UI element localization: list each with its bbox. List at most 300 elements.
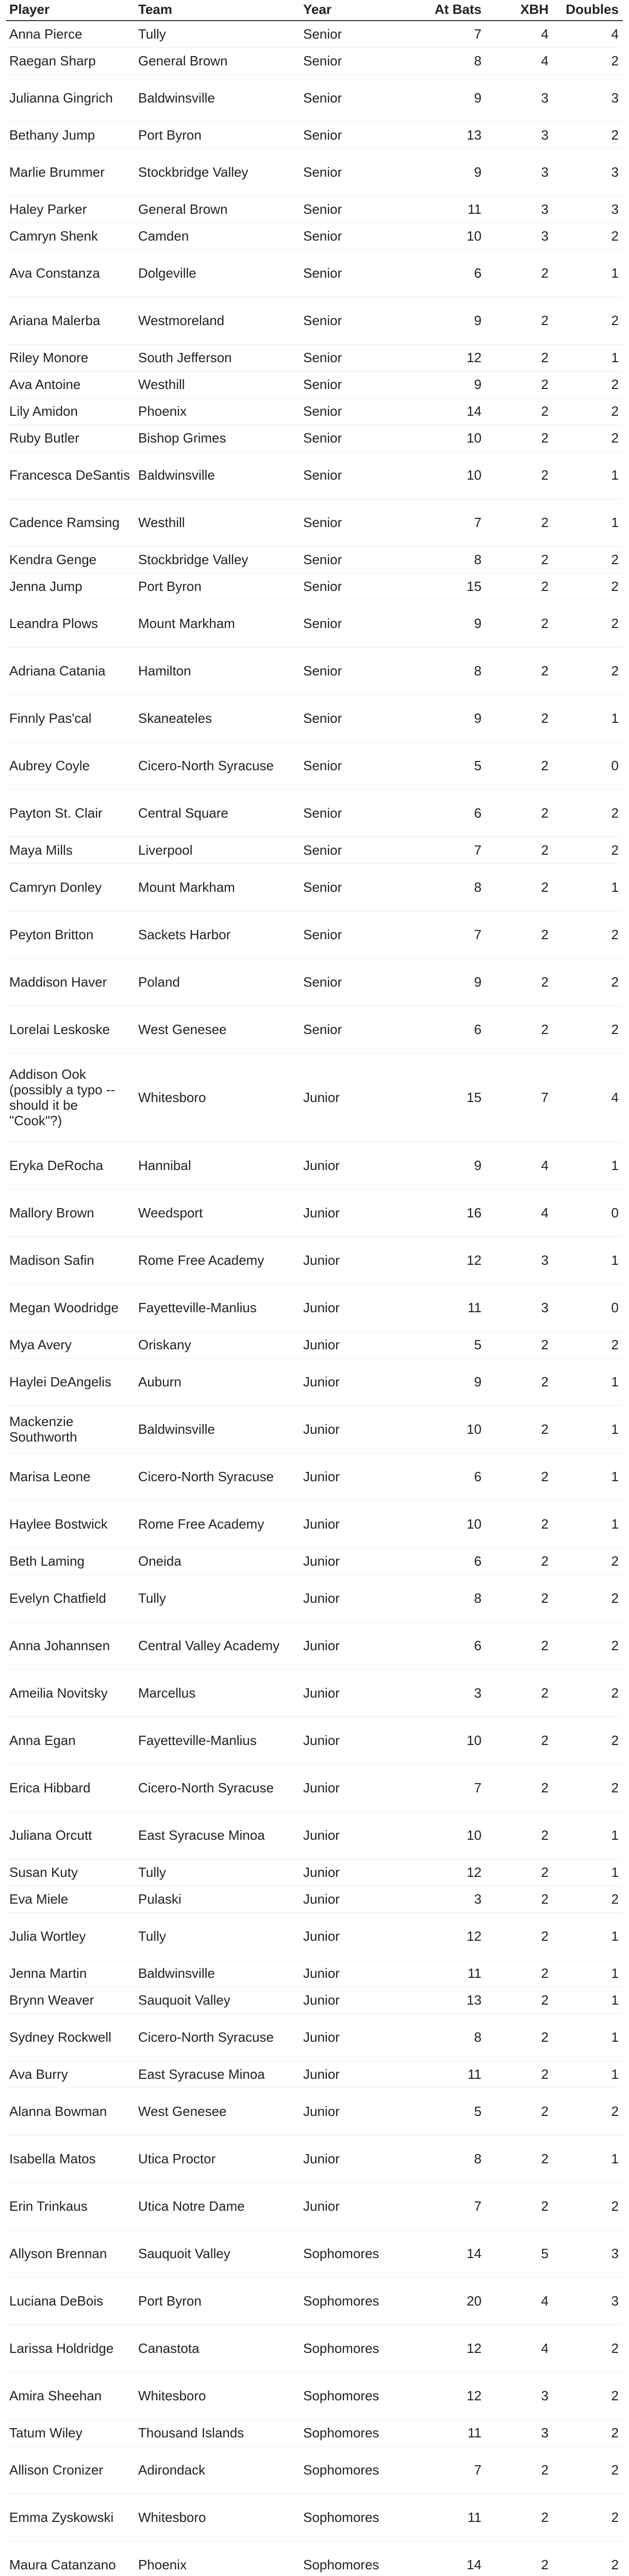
- cell-team: Thousand Islands: [135, 2419, 300, 2446]
- cell-player: Jenna Jump: [6, 573, 135, 600]
- cell-team: Cicero-North Syracuse: [135, 2013, 300, 2061]
- cell-xbh: 2: [486, 1764, 553, 1811]
- cell-year: Senior: [300, 911, 413, 958]
- cell-team: Baldwinsville: [135, 451, 300, 499]
- cell-year: Sophomores: [300, 2230, 413, 2277]
- cell-at-bats: 13: [413, 1987, 486, 2013]
- cell-at-bats: 10: [413, 1811, 486, 1859]
- cell-xbh: 3: [486, 1236, 553, 1284]
- cell-team: Adirondack: [135, 2446, 300, 2494]
- cell-player: Bethany Jump: [6, 122, 135, 148]
- table-row: [6, 958, 623, 1006]
- cell-at-bats: 7: [413, 21, 486, 47]
- cell-player: Madison Safin: [6, 1236, 135, 1284]
- cell-year: Sophomores: [300, 2419, 413, 2446]
- cell-doubles: 2: [553, 1717, 623, 1764]
- cell-at-bats: 6: [413, 1453, 486, 1500]
- cell-xbh: 3: [486, 122, 553, 148]
- header-player[interactable]: Player: [6, 0, 135, 21]
- cell-team: Cicero-North Syracuse: [135, 1453, 300, 1500]
- cell-at-bats: 12: [413, 1859, 486, 1886]
- cell-doubles: 4: [553, 21, 623, 47]
- cell-year: Junior: [300, 1236, 413, 1284]
- cell-xbh: 2: [486, 2061, 553, 2088]
- cell-doubles: 2: [553, 647, 623, 694]
- cell-doubles: 2: [553, 2419, 623, 2446]
- table-row: [6, 2182, 623, 2230]
- cell-at-bats: 8: [413, 2013, 486, 2061]
- cell-year: Senior: [300, 21, 413, 47]
- cell-at-bats: 10: [413, 425, 486, 451]
- cell-team: Utica Notre Dame: [135, 2182, 300, 2230]
- cell-player: Lily Amidon: [6, 398, 135, 425]
- table-row: [6, 122, 623, 148]
- cell-player: Haylee Bostwick: [6, 1500, 135, 1548]
- table-row: [6, 600, 623, 647]
- cell-at-bats: 15: [413, 573, 486, 600]
- cell-year: Junior: [300, 2013, 413, 2061]
- cell-year: Junior: [300, 1548, 413, 1574]
- table-row: [6, 196, 623, 223]
- table-row: [6, 1811, 623, 1859]
- cell-doubles: 2: [553, 1622, 623, 1669]
- table-row: [6, 499, 623, 546]
- cell-doubles: 2: [553, 2541, 623, 2576]
- table-row: [6, 451, 623, 499]
- cell-xbh: 3: [486, 2372, 553, 2419]
- cell-doubles: 0: [553, 1189, 623, 1236]
- cell-doubles: 1: [553, 344, 623, 371]
- cell-xbh: 3: [486, 148, 553, 196]
- cell-team: West Genesee: [135, 2088, 300, 2135]
- cell-xbh: 3: [486, 223, 553, 249]
- cell-at-bats: 12: [413, 344, 486, 371]
- table-header: [6, 0, 623, 21]
- cell-team: Oneida: [135, 1548, 300, 1574]
- cell-team: Sauquoit Valley: [135, 2230, 300, 2277]
- cell-player: Kendra Genge: [6, 546, 135, 573]
- cell-doubles: 1: [553, 694, 623, 742]
- cell-year: Senior: [300, 344, 413, 371]
- cell-xbh: 2: [486, 1886, 553, 1912]
- cell-xbh: 2: [486, 2013, 553, 2061]
- cell-year: Junior: [300, 1358, 413, 1405]
- cell-player: Ava Antoine: [6, 371, 135, 398]
- cell-doubles: 2: [553, 837, 623, 863]
- cell-doubles: 1: [553, 1453, 623, 1500]
- cell-year: Sophomores: [300, 2372, 413, 2419]
- table-row: [6, 148, 623, 196]
- cell-at-bats: 5: [413, 1331, 486, 1358]
- cell-player: Ameilia Novitsky: [6, 1669, 135, 1717]
- table-row: [6, 1006, 623, 1053]
- cell-xbh: 2: [486, 694, 553, 742]
- cell-team: Westhill: [135, 499, 300, 546]
- cell-doubles: 4: [553, 1053, 623, 1142]
- table-row: [6, 1886, 623, 1912]
- cell-at-bats: 7: [413, 911, 486, 958]
- cell-doubles: 2: [553, 2182, 623, 2230]
- table-row: [6, 2541, 623, 2576]
- cell-doubles: 1: [553, 1912, 623, 1960]
- cell-xbh: 2: [486, 546, 553, 573]
- cell-doubles: 2: [553, 1669, 623, 1717]
- cell-at-bats: 11: [413, 2061, 486, 2088]
- cell-at-bats: 13: [413, 122, 486, 148]
- cell-player: Mya Avery: [6, 1331, 135, 1358]
- cell-at-bats: 9: [413, 148, 486, 196]
- table-row: [6, 2372, 623, 2419]
- table-row: [6, 249, 623, 297]
- cell-team: Marcellus: [135, 1669, 300, 1717]
- cell-doubles: 2: [553, 425, 623, 451]
- cell-player: Luciana DeBois: [6, 2277, 135, 2325]
- cell-team: General Brown: [135, 196, 300, 223]
- table-row: [6, 1358, 623, 1405]
- cell-player: Erin Trinkaus: [6, 2182, 135, 2230]
- cell-team: Cicero-North Syracuse: [135, 1764, 300, 1811]
- cell-xbh: 3: [486, 2419, 553, 2446]
- cell-at-bats: 7: [413, 1764, 486, 1811]
- cell-team: Utica Proctor: [135, 2135, 300, 2182]
- cell-player: Alanna Bowman: [6, 2088, 135, 2135]
- cell-xbh: 2: [486, 742, 553, 789]
- cell-year: Senior: [300, 573, 413, 600]
- cell-player: Jenna Martin: [6, 1960, 135, 1987]
- cell-at-bats: 10: [413, 451, 486, 499]
- cell-at-bats: 9: [413, 74, 486, 122]
- cell-doubles: 1: [553, 1358, 623, 1405]
- cell-doubles: 3: [553, 2230, 623, 2277]
- cell-doubles: 2: [553, 789, 623, 837]
- cell-player: Isabella Matos: [6, 2135, 135, 2182]
- cell-xbh: 4: [486, 21, 553, 47]
- cell-year: Junior: [300, 1405, 413, 1453]
- header-doubles[interactable]: Doubles: [553, 0, 623, 21]
- cell-team: Stockbridge Valley: [135, 546, 300, 573]
- cell-player: Maya Mills: [6, 837, 135, 863]
- cell-doubles: 1: [553, 1811, 623, 1859]
- cell-xbh: 2: [486, 1331, 553, 1358]
- cell-xbh: 2: [486, 249, 553, 297]
- cell-player: Ava Burry: [6, 2061, 135, 2088]
- cell-doubles: 1: [553, 2061, 623, 2088]
- cell-year: Junior: [300, 1960, 413, 1987]
- table-row: [6, 863, 623, 911]
- table-row: [6, 911, 623, 958]
- cell-year: Senior: [300, 122, 413, 148]
- cell-team: Westhill: [135, 371, 300, 398]
- cell-year: Senior: [300, 425, 413, 451]
- cell-xbh: 4: [486, 1142, 553, 1189]
- header-year[interactable]: Year: [300, 0, 413, 21]
- cell-at-bats: 12: [413, 1236, 486, 1284]
- cell-at-bats: 12: [413, 2325, 486, 2372]
- header-xbh[interactable]: XBH: [486, 0, 553, 21]
- table-row: [6, 2013, 623, 2061]
- cell-doubles: 3: [553, 148, 623, 196]
- cell-team: Skaneateles: [135, 694, 300, 742]
- table-row: [6, 1960, 623, 1987]
- cell-at-bats: 3: [413, 1886, 486, 1912]
- cell-xbh: 2: [486, 297, 553, 344]
- cell-player: Lorelai Leskoske: [6, 1006, 135, 1053]
- cell-year: Junior: [300, 1669, 413, 1717]
- cell-at-bats: 8: [413, 647, 486, 694]
- cell-at-bats: 8: [413, 47, 486, 74]
- cell-team: East Syracuse Minoa: [135, 1811, 300, 1859]
- table-row: [6, 789, 623, 837]
- cell-team: Canastota: [135, 2325, 300, 2372]
- cell-team: Baldwinsville: [135, 74, 300, 122]
- cell-xbh: 4: [486, 47, 553, 74]
- cell-player: Julia Wortley: [6, 1912, 135, 1960]
- cell-year: Senior: [300, 1006, 413, 1053]
- table-row: [6, 1669, 623, 1717]
- cell-year: Junior: [300, 1574, 413, 1622]
- cell-doubles: 3: [553, 2277, 623, 2325]
- cell-xbh: 2: [486, 344, 553, 371]
- cell-year: Senior: [300, 398, 413, 425]
- cell-player: Leandra Plows: [6, 600, 135, 647]
- table-row: [6, 573, 623, 600]
- cell-xbh: 5: [486, 2230, 553, 2277]
- cell-xbh: 2: [486, 600, 553, 647]
- table-row: [6, 1236, 623, 1284]
- cell-xbh: 2: [486, 1405, 553, 1453]
- cell-xbh: 2: [486, 451, 553, 499]
- cell-doubles: 1: [553, 1960, 623, 1987]
- cell-at-bats: 8: [413, 546, 486, 573]
- cell-doubles: 2: [553, 1886, 623, 1912]
- cell-doubles: 2: [553, 371, 623, 398]
- cell-xbh: 2: [486, 371, 553, 398]
- cell-at-bats: 14: [413, 2541, 486, 2576]
- cell-doubles: 0: [553, 1284, 623, 1331]
- cell-year: Senior: [300, 47, 413, 74]
- cell-player: Riley Monore: [6, 344, 135, 371]
- table-row: [6, 2061, 623, 2088]
- cell-doubles: 2: [553, 958, 623, 1006]
- cell-doubles: 2: [553, 911, 623, 958]
- table-row: [6, 1284, 623, 1331]
- cell-doubles: 2: [553, 122, 623, 148]
- cell-team: Stockbridge Valley: [135, 148, 300, 196]
- cell-team: Central Valley Academy: [135, 1622, 300, 1669]
- cell-year: Junior: [300, 1053, 413, 1142]
- table-row: [6, 1142, 623, 1189]
- cell-player: Finnly Pas'cal: [6, 694, 135, 742]
- cell-player: Amira Sheehan: [6, 2372, 135, 2419]
- cell-doubles: 2: [553, 2088, 623, 2135]
- cell-at-bats: 6: [413, 789, 486, 837]
- cell-team: Oriskany: [135, 1331, 300, 1358]
- cell-at-bats: 6: [413, 1548, 486, 1574]
- cell-xbh: 2: [486, 789, 553, 837]
- cell-doubles: 2: [553, 1764, 623, 1811]
- cell-year: Junior: [300, 1912, 413, 1960]
- cell-player: Anna Johannsen: [6, 1622, 135, 1669]
- cell-player: Eryka DeRocha: [6, 1142, 135, 1189]
- cell-xbh: 2: [486, 1960, 553, 1987]
- table-row: [6, 1859, 623, 1886]
- cell-at-bats: 16: [413, 1189, 486, 1236]
- cell-doubles: 1: [553, 1987, 623, 2013]
- cell-doubles: 2: [553, 47, 623, 74]
- cell-xbh: 2: [486, 837, 553, 863]
- cell-team: Hamilton: [135, 647, 300, 694]
- cell-doubles: 1: [553, 1405, 623, 1453]
- cell-player: Eva Miele: [6, 1886, 135, 1912]
- cell-player: Susan Kuty: [6, 1859, 135, 1886]
- cell-xbh: 2: [486, 1500, 553, 1548]
- cell-xbh: 2: [486, 1453, 553, 1500]
- cell-year: Senior: [300, 451, 413, 499]
- cell-at-bats: 9: [413, 958, 486, 1006]
- cell-player: Addison Ook (possibly a typo -- should it be "Cook"?): [6, 1053, 135, 1142]
- cell-player: Ava Constanza: [6, 249, 135, 297]
- cell-team: Tully: [135, 1912, 300, 1960]
- cell-at-bats: 14: [413, 398, 486, 425]
- cell-player: Raegan Sharp: [6, 47, 135, 74]
- cell-year: Junior: [300, 2061, 413, 2088]
- cell-year: Senior: [300, 742, 413, 789]
- cell-player: Peyton Britton: [6, 911, 135, 958]
- cell-xbh: 2: [486, 2182, 553, 2230]
- cell-team: Cicero-North Syracuse: [135, 742, 300, 789]
- header-team[interactable]: Team: [135, 0, 300, 21]
- cell-player: Ruby Butler: [6, 425, 135, 451]
- cell-xbh: 2: [486, 425, 553, 451]
- cell-at-bats: 11: [413, 2494, 486, 2541]
- cell-team: Mount Markham: [135, 600, 300, 647]
- cell-xbh: 2: [486, 863, 553, 911]
- cell-year: Junior: [300, 1886, 413, 1912]
- cell-team: Sauquoit Valley: [135, 1987, 300, 2013]
- cell-at-bats: 11: [413, 196, 486, 223]
- stats-table: [6, 0, 623, 2576]
- cell-xbh: 2: [486, 2446, 553, 2494]
- header-at-bats[interactable]: At Bats: [413, 0, 486, 21]
- cell-xbh: 4: [486, 1189, 553, 1236]
- table-row: [6, 1053, 623, 1142]
- cell-player: Cadence Ramsing: [6, 499, 135, 546]
- cell-year: Junior: [300, 1622, 413, 1669]
- cell-team: Camden: [135, 223, 300, 249]
- cell-player: Julianna Gingrich: [6, 74, 135, 122]
- cell-xbh: 2: [486, 1006, 553, 1053]
- cell-year: Senior: [300, 249, 413, 297]
- cell-xbh: 2: [486, 1912, 553, 1960]
- table-row: [6, 1453, 623, 1500]
- cell-year: Junior: [300, 1859, 413, 1886]
- cell-team: Baldwinsville: [135, 1405, 300, 1453]
- cell-player: Larissa Holdridge: [6, 2325, 135, 2372]
- cell-at-bats: 12: [413, 1912, 486, 1960]
- cell-xbh: 3: [486, 196, 553, 223]
- cell-team: East Syracuse Minoa: [135, 2061, 300, 2088]
- table-row: [6, 837, 623, 863]
- cell-team: Tully: [135, 21, 300, 47]
- cell-xbh: 2: [486, 499, 553, 546]
- cell-year: Senior: [300, 223, 413, 249]
- cell-player: Brynn Weaver: [6, 1987, 135, 2013]
- cell-year: Senior: [300, 837, 413, 863]
- cell-at-bats: 5: [413, 742, 486, 789]
- header-row: [6, 0, 623, 21]
- cell-year: Sophomores: [300, 2325, 413, 2372]
- cell-player: Ariana Malerba: [6, 297, 135, 344]
- cell-player: Emma Zyskowski: [6, 2494, 135, 2541]
- cell-xbh: 2: [486, 1358, 553, 1405]
- table-row: [6, 1189, 623, 1236]
- cell-xbh: 2: [486, 1669, 553, 1717]
- cell-year: Junior: [300, 1717, 413, 1764]
- cell-at-bats: 8: [413, 863, 486, 911]
- cell-year: Senior: [300, 297, 413, 344]
- cell-doubles: 2: [553, 600, 623, 647]
- cell-team: Central Square: [135, 789, 300, 837]
- table-row: [6, 21, 623, 47]
- cell-team: Bishop Grimes: [135, 425, 300, 451]
- cell-year: Senior: [300, 546, 413, 573]
- cell-xbh: 2: [486, 958, 553, 1006]
- cell-at-bats: 5: [413, 2088, 486, 2135]
- cell-at-bats: 10: [413, 1500, 486, 1548]
- cell-doubles: 0: [553, 742, 623, 789]
- table-row: [6, 742, 623, 789]
- cell-doubles: 2: [553, 1574, 623, 1622]
- cell-doubles: 2: [553, 2494, 623, 2541]
- cell-year: Sophomores: [300, 2277, 413, 2325]
- cell-player: Anna Pierce: [6, 21, 135, 47]
- cell-year: Junior: [300, 1331, 413, 1358]
- table-row: [6, 1548, 623, 1574]
- cell-doubles: 1: [553, 1142, 623, 1189]
- cell-player: Anna Egan: [6, 1717, 135, 1764]
- table-row: [6, 694, 623, 742]
- cell-xbh: 2: [486, 1622, 553, 1669]
- table-row: [6, 1717, 623, 1764]
- table-row: [6, 2419, 623, 2446]
- table-row: [6, 1764, 623, 1811]
- cell-team: Pulaski: [135, 1886, 300, 1912]
- cell-doubles: 2: [553, 546, 623, 573]
- cell-at-bats: 15: [413, 1053, 486, 1142]
- cell-at-bats: 14: [413, 2230, 486, 2277]
- table-row: [6, 1331, 623, 1358]
- cell-player: Francesca DeSantis: [6, 451, 135, 499]
- cell-at-bats: 9: [413, 600, 486, 647]
- table-row: [6, 1405, 623, 1453]
- cell-at-bats: 8: [413, 1574, 486, 1622]
- cell-at-bats: 9: [413, 1142, 486, 1189]
- cell-doubles: 2: [553, 2325, 623, 2372]
- cell-year: Sophomores: [300, 2446, 413, 2494]
- cell-player: Erica Hibbard: [6, 1764, 135, 1811]
- cell-at-bats: 7: [413, 2182, 486, 2230]
- cell-xbh: 2: [486, 1811, 553, 1859]
- cell-year: Junior: [300, 2182, 413, 2230]
- table-container: [6, 0, 623, 2576]
- cell-doubles: 2: [553, 1548, 623, 1574]
- cell-year: Junior: [300, 2088, 413, 2135]
- cell-xbh: 2: [486, 647, 553, 694]
- cell-team: Hannibal: [135, 1142, 300, 1189]
- cell-at-bats: 12: [413, 2372, 486, 2419]
- cell-doubles: 2: [553, 1006, 623, 1053]
- cell-xbh: 2: [486, 1717, 553, 1764]
